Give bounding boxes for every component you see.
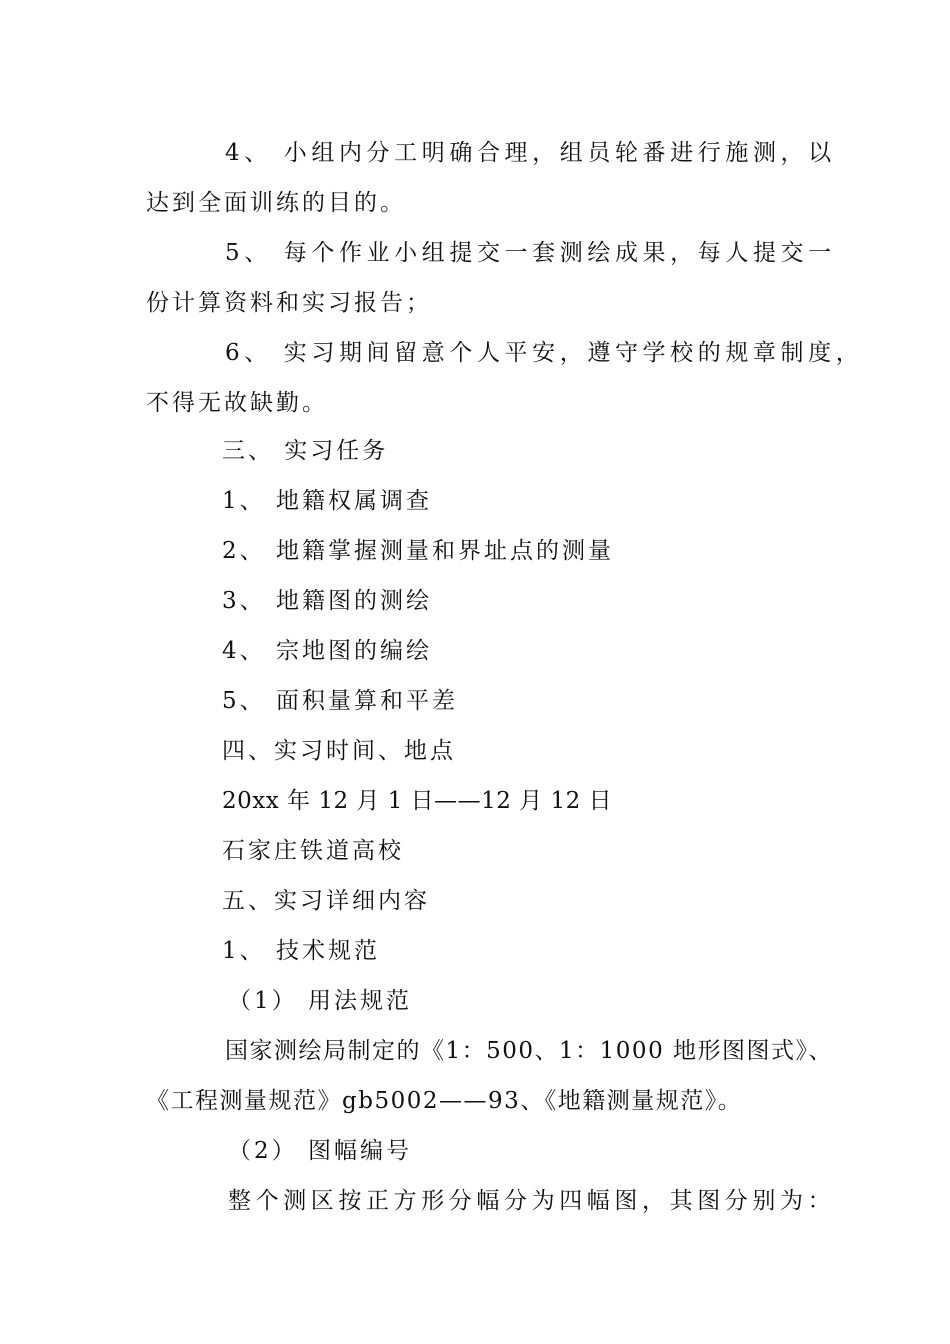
paragraph-line: 整个测区按正方形分幅分为四幅图，其图分别为： bbox=[228, 1188, 836, 1214]
section-heading: 四、实习时间、地点 bbox=[222, 738, 456, 764]
list-item: 5、 面积量算和平差 bbox=[222, 688, 458, 714]
subsection-heading: （2） 图幅编号 bbox=[228, 1138, 412, 1164]
list-item: 2、 地籍掌握测量和界址点的测量 bbox=[222, 538, 614, 564]
paragraph-line: 石家庄铁道高校 bbox=[222, 838, 404, 864]
paragraph-line: 国家测绘局制定的《1：500、1：1000 地形图图式》、 bbox=[225, 1038, 834, 1064]
paragraph-line: 6、 实习期间留意个人平安，遵守学校的规章制度， bbox=[225, 340, 864, 366]
list-item: 4、 宗地图的编绘 bbox=[222, 638, 432, 664]
paragraph-line: 达到全面训练的目的。 bbox=[146, 190, 406, 216]
paragraph-line: 4、 小组内分工明确合理，组员轮番进行施测，以 bbox=[225, 140, 836, 166]
section-heading: 三、 实习任务 bbox=[222, 438, 389, 464]
paragraph-line: 5、 每个作业小组提交一套测绘成果，每人提交一 bbox=[225, 240, 836, 266]
paragraph-line: 20xx 年 12 月 1 日——12 月 12 日 bbox=[222, 788, 613, 814]
subsection-heading: 1、 技术规范 bbox=[222, 938, 380, 964]
paragraph-line: 份计算资料和实习报告； bbox=[146, 290, 432, 316]
paragraph-line: 《工程测量规范》gb5002——93、《地籍测量规范》。 bbox=[146, 1088, 743, 1114]
paragraph-line: 不得无故缺勤。 bbox=[146, 390, 328, 416]
section-heading: 五、实习详细内容 bbox=[222, 888, 430, 914]
list-item: 3、 地籍图的测绘 bbox=[222, 588, 432, 614]
list-item: 1、 地籍权属调查 bbox=[222, 488, 432, 514]
subsection-heading: （1） 用法规范 bbox=[228, 988, 412, 1014]
